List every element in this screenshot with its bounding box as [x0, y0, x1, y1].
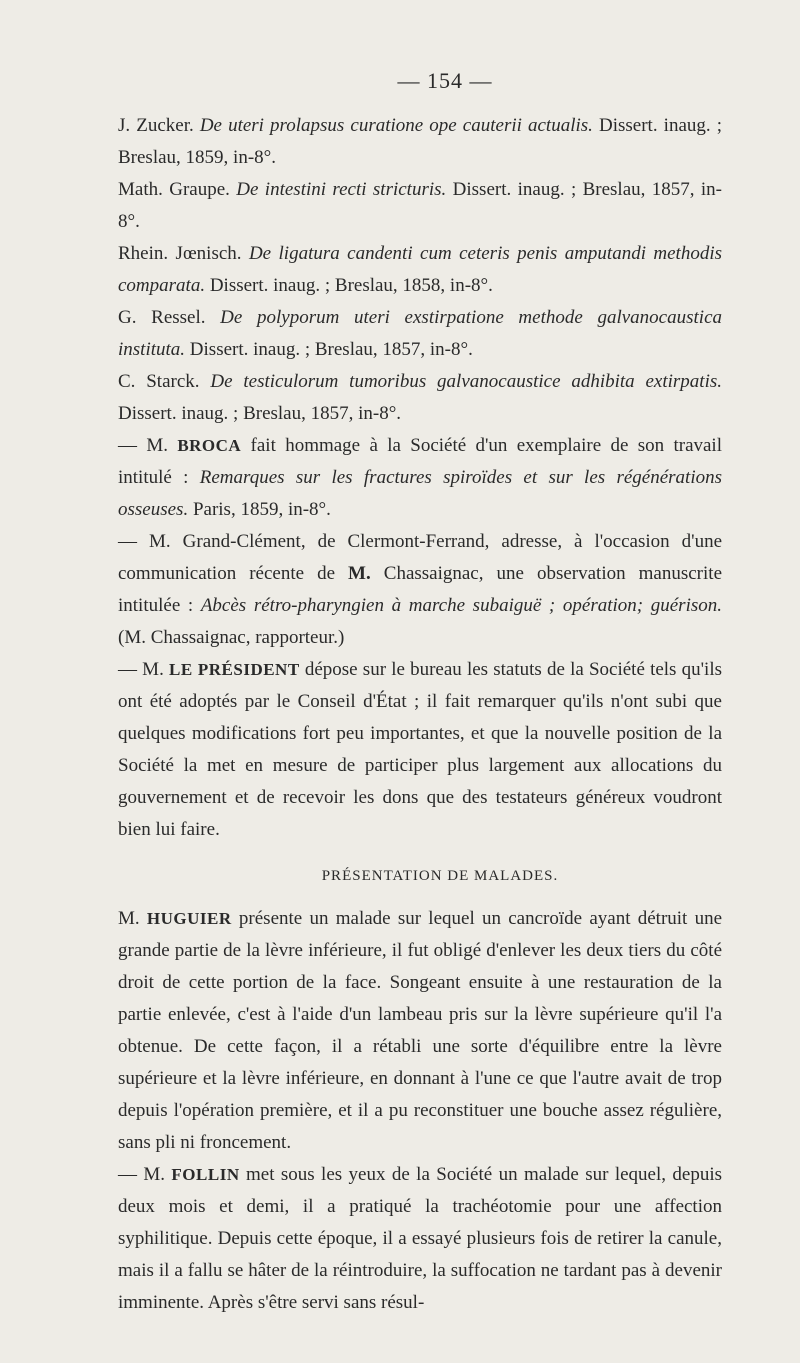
bib-entry — [118, 110, 722, 174]
paragraph-lead: — M. — [118, 435, 168, 456]
paragraph-text: Paris, 1859, in-8°. — [192, 499, 331, 520]
bibliography-list — [118, 110, 722, 430]
bib-details: Dissert. inaug. ; Breslau, 1858, in-8°. — [209, 275, 493, 296]
page-number: — 154 — — [397, 68, 493, 93]
paragraph-lead: — M. — [118, 531, 171, 552]
bib-details: Dissert. inaug. ; Breslau, 1859, in-8°. — [118, 115, 722, 168]
bib-title: De ligatura candenti cum ceteris penis amputandi methodis comparata. — [118, 243, 722, 296]
paragraph-broca — [118, 430, 722, 526]
bib-title: De testiculorum tumoribus galvanocaustice adhibita extirpatis. — [210, 371, 723, 392]
body-text-2 — [118, 903, 722, 1319]
paragraph-text: Grand-Clément, de Clermont-Ferrand, adresse, à l'occasion d'une communication récente de — [118, 531, 722, 584]
bib-author: G. Ressel. — [118, 307, 206, 328]
paragraph-text: dépose sur le bureau les statuts de la Société tels qu'ils ont été adoptés par le Conseil d'État ; il fait remarquer qu'ils n'ont subi que quelques modifications fort peu importantes, et que la nouvelle position de la Société la met en mesure de participer plus largement aux allocations du gouvernement et de recevoir les dons que des testateurs généreux voudront bien lui faire. — [118, 659, 723, 840]
bib-entry — [118, 302, 722, 366]
paragraph-text: fait hommage à la Société d'un exemplaire de son travail intitulé : — [118, 435, 722, 488]
speaker-name: HUGUIER — [146, 909, 232, 928]
bib-author: Rhein. Jœnisch. — [118, 243, 242, 264]
work-title: Remarques sur les fractures spiroïdes et sur les régénérations osseuses. — [118, 467, 723, 520]
bib-entry — [118, 366, 722, 430]
speaker-name: FOLLIN — [171, 1165, 240, 1184]
paragraph-huguier — [118, 903, 722, 1159]
bib-title: De intestini recti stricturis. — [236, 179, 447, 200]
paragraph-text: (M. Chassaignac, rapporteur.) — [118, 627, 345, 648]
section-heading: PRÉSENTATION DE MALADES. — [321, 868, 559, 884]
paragraph-text: Chassaignac, une observation manuscrite intitulée : — [118, 563, 722, 616]
paragraph-grand-clement — [118, 526, 722, 654]
paragraph-lead: M. — [118, 908, 140, 929]
paragraph-text: présente un malade sur lequel un cancroïde ayant détruit une grande partie de la lèvre inférieure, il fut obligé d'enlever les deux tiers du côté droit de cette portion de la face. Songeant ensuite à une restauration de la partie enlevée, c'est à l'aide d'un lambeau pris sur la lèvre supérieure qu'il l'a obtenue. De cette façon, il a rétabli une sorte d'équilibre entre la lèvre supérieure et la lèvre inférieure, en donnant à l'une ce que l'autre avait de trop depuis l'opération première, et il a pu reconstituer une bouche assez régulière, sans pli ni froncement. — [118, 908, 723, 1153]
paragraph-m: M. — [348, 563, 371, 584]
paragraph-lead: — M. — [118, 1164, 166, 1185]
bib-author: J. Zucker. — [118, 115, 194, 136]
bib-details: Dissert. inaug. ; Breslau, 1857, in-8°. — [189, 339, 473, 360]
bib-entry — [118, 174, 722, 238]
bib-entry — [118, 238, 722, 302]
paragraph-president — [118, 654, 722, 846]
paragraph-text: met sous les yeux de la Société un malade sur lequel, depuis deux mois et demi, il a pratiqué la trachéotomie pour une affection syphilitique. Depuis cette époque, il a essayé plusieurs fois de retirer la canule, mais il a fallu se hâter de la réintroduire, la suffocation ne tardant pas à devenir imminente. Après s'être servi sans résul- — [118, 1164, 722, 1313]
speaker-name: BROCA — [177, 436, 242, 455]
paragraph-lead: — M. — [118, 659, 164, 680]
bib-details: Dissert. inaug. ; Breslau, 1857, in-8°. — [118, 179, 722, 232]
work-title: Abcès rétro-pharyngien à marche subaiguë ; opération; guérison. — [200, 595, 722, 616]
speaker-name: LE PRÉSIDENT — [169, 660, 300, 679]
bib-title: De uteri prolapsus curatione ope cauterii actualis. — [199, 115, 593, 136]
bib-author: C. Starck. — [118, 371, 200, 392]
body-text — [118, 430, 722, 846]
bib-title: De polyporum uteri exstirpatione methode galvanocaustica instituta. — [118, 307, 722, 360]
bib-details: Dissert. inaug. ; Breslau, 1857, in-8°. — [118, 403, 402, 424]
bib-author: Math. Graupe. — [118, 179, 230, 200]
paragraph-follin — [118, 1159, 722, 1319]
